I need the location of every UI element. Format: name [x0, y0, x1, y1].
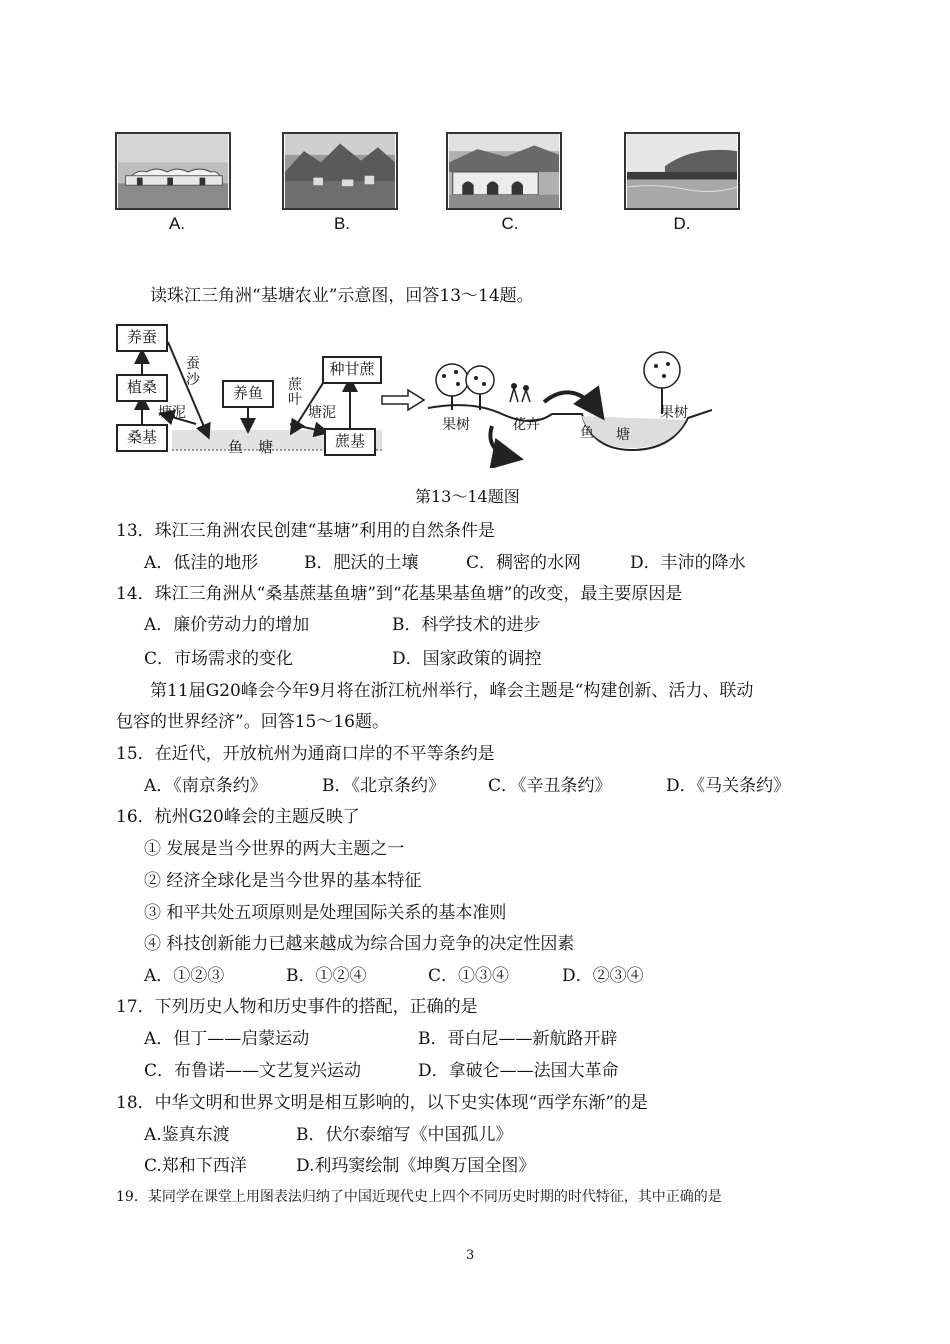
label-pond-fish: 鱼 — [228, 438, 244, 456]
q14-option-d: D．国家政策的调控 — [392, 649, 542, 669]
box-raise-fish: 养鱼 — [222, 380, 274, 408]
intro-13-14: 读珠江三角洲“基塘农业”示意图，回答13～14题。 — [150, 286, 534, 306]
label-pond-mud-right: 塘泥 — [308, 405, 336, 421]
photo-d — [624, 132, 740, 210]
q16-option-d: D．②③④ — [562, 966, 644, 986]
q14-stem: 14．珠江三角洲从“桑基蔗基鱼塘”到“花基果基鱼塘”的改变，最主要原因是 — [116, 584, 683, 604]
photo-d-label: D. — [673, 214, 691, 233]
q18-stem: 18．中华文明和世界文明是相互影响的，以下史实体现“西学东渐”的是 — [116, 1093, 649, 1113]
q16-statement-4: ④ 科技创新能力已越来越成为综合国力竞争的决定性因素 — [144, 934, 575, 954]
photo-b — [282, 132, 398, 210]
q14-option-c: C．市场需求的变化 — [144, 649, 294, 669]
q17-option-b: B．哥白尼——新航路开辟 — [418, 1029, 618, 1049]
q15-option-c: C．《辛丑条约》 — [488, 776, 612, 796]
label-silkworm-sand: 蚕沙 — [186, 356, 200, 388]
q18-option-c: C.郑和下西洋 — [144, 1156, 247, 1176]
label-pond-pond: 塘 — [258, 438, 274, 456]
intro-15-16-line2: 包容的世界经济”。回答15～16题。 — [116, 712, 389, 732]
intro-15-16-line1: 第11届G20峰会今年9月将在浙江杭州举行，峰会主题是“构建创新、活力、联动 — [150, 681, 754, 701]
q18-option-a: A.鉴真东渡 — [144, 1125, 230, 1145]
cave-dwelling-photo-image — [448, 134, 560, 208]
q15-option-d: D．《马关条约》 — [666, 776, 791, 796]
q17-option-d: D．拿破仑——法国大革命 — [418, 1061, 619, 1081]
photo-a — [115, 132, 231, 210]
photo-c — [446, 132, 562, 210]
q13-option-c: C．稠密的水网 — [466, 553, 582, 573]
river-town-photo-image — [626, 134, 738, 208]
diagram-arrows — [112, 318, 712, 468]
q16-option-a: A．①②③ — [144, 966, 225, 986]
photo-b-label: B. — [333, 214, 351, 233]
q19-stem: 19．某同学在课堂上用图表法归纳了中国近现代史上四个不同历史时期的时代特征，其中正确的是 — [116, 1189, 722, 1205]
q17-option-a: A．但丁——启蒙运动 — [144, 1029, 310, 1049]
label-fruit-tree-right: 果树 — [660, 405, 688, 421]
label-pond-mud-left: 塘泥 — [158, 405, 186, 421]
q13-option-a: A．低洼的地形 — [144, 553, 259, 573]
box-sugarcane-dike: 蔗基 — [324, 428, 376, 456]
box-plant-sugarcane: 种甘蔗 — [322, 356, 382, 384]
label-flowers: 花卉 — [512, 417, 540, 433]
q17-stem: 17．下列历史人物和历史事件的搭配，正确的是 — [116, 997, 478, 1017]
q13-option-d: D．丰沛的降水 — [630, 553, 746, 573]
q16-statement-2: ② 经济全球化是当今世界的基本特征 — [144, 871, 422, 891]
diagram-caption: 第13～14题图 — [415, 487, 520, 506]
dike-pond-diagram — [112, 318, 712, 468]
box-raise-silkworm: 养蚕 — [116, 324, 168, 352]
photo-a-label: A. — [168, 214, 186, 233]
label-cane-leaf: 蔗叶 — [288, 377, 302, 408]
q16-statement-1: ① 发展是当今世界的两大主题之一 — [144, 839, 405, 859]
q13-stem: 13．珠江三角洲农民创建“基塘”利用的自然条件是 — [116, 521, 496, 541]
yurt-photo-image — [117, 134, 229, 208]
q18-option-d: D.利玛窦绘制《坤舆万国全图》 — [296, 1156, 536, 1176]
photo-c-label: C. — [501, 214, 519, 233]
label-fruit-tree-left: 果树 — [442, 417, 470, 433]
q16-stem: 16．杭州G20峰会的主题反映了 — [116, 807, 360, 827]
q13-option-b: B．肥沃的土壤 — [304, 553, 419, 573]
q16-option-c: C．①③④ — [428, 966, 510, 986]
q16-option-b: B．①②④ — [286, 966, 367, 986]
q17-option-c: C．布鲁诺——文艺复兴运动 — [144, 1061, 362, 1081]
q15-stem: 15．在近代，开放杭州为通商口岸的不平等条约是 — [116, 744, 495, 764]
q18-option-b: B．伏尔泰缩写《中国孤儿》 — [296, 1125, 513, 1145]
label-right-fish: 鱼 — [580, 425, 594, 441]
q14-option-b: B．科学技术的进步 — [392, 615, 541, 635]
label-right-pond: 塘 — [616, 427, 630, 443]
q16-statement-3: ③ 和平共处五项原则是处理国际关系的基本准则 — [144, 903, 507, 923]
q15-option-a: A．《南京条约》 — [144, 776, 267, 796]
box-plant-mulberry: 植桑 — [116, 374, 168, 402]
village-photo-image — [284, 134, 396, 208]
q15-option-b: B．《北京条约》 — [322, 776, 445, 796]
q14-option-a: A．廉价劳动力的增加 — [144, 615, 310, 635]
page-number: 3 — [466, 1248, 475, 1263]
box-mulberry-dike: 桑基 — [116, 424, 168, 452]
